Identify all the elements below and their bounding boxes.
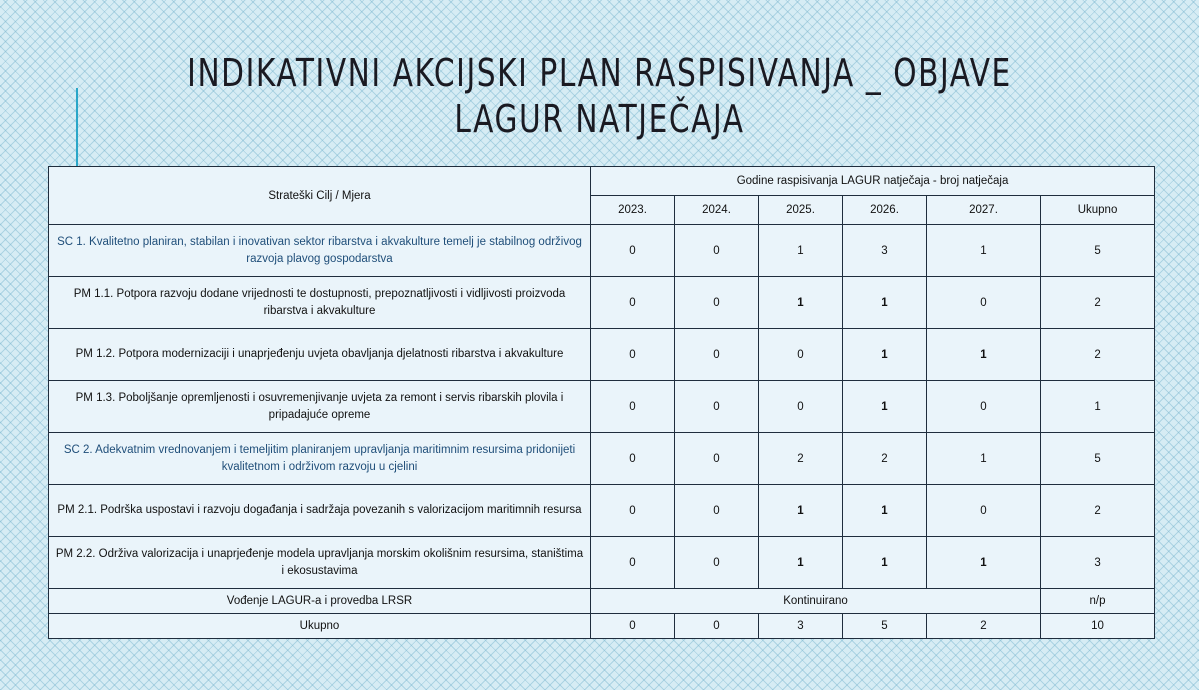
header-year-2027: 2027. [927,196,1041,225]
year-count-cell: 2 [843,433,927,485]
year-count-cell: 0 [591,381,675,433]
year-count-cell: 0 [675,277,759,329]
year-count-cell: 1 [927,225,1041,277]
year-count-cell: 2 [759,433,843,485]
year-count-cell: 0 [591,277,675,329]
header-year-2024: 2024. [675,196,759,225]
year-count-cell: 0 [591,485,675,537]
grand-total-year-cell: 0 [591,614,675,639]
year-count-cell: 0 [675,329,759,381]
measure-label: PM 2.2. Održiva valorizacija i unaprjeđenje modela upravljanja morskim okolišnim resursima, staništima i ekosustavima [49,537,591,589]
year-count-cell: 0 [675,537,759,589]
year-count-cell: 1 [759,277,843,329]
grand-total-cell: 10 [1041,614,1155,639]
table-row [49,537,1155,589]
strategic-goal-label: SC 2. Adekvatnim vrednovanjem i temeljitim planiranjem upravljanja maritimnim resursima pridonijeti kvalitetnom i održivom razvoju u cjelini [49,433,591,485]
year-count-cell: 0 [591,433,675,485]
year-count-cell: 1 [927,433,1041,485]
slide-title [179,50,1021,142]
year-count-cell: 0 [927,277,1041,329]
year-count-cell: 0 [675,381,759,433]
table-row [49,485,1155,537]
header-goal: Strateški Cilj / Mjera [49,167,591,225]
year-count-cell: 0 [675,485,759,537]
row-total-cell: 5 [1041,225,1155,277]
measure-label: PM 1.2. Potpora modernizaciji i unaprjeđenju uvjeta obavljanja djelatnosti ribarstva i akvakulture [49,329,591,381]
action-plan-table [48,166,1155,639]
year-count-cell: 3 [843,225,927,277]
year-count-cell: 1 [927,329,1041,381]
header-year-2026: 2026. [843,196,927,225]
grand-total-year-cell: 3 [759,614,843,639]
measure-label: PM 1.1. Potpora razvoju dodane vrijednosti te dostupnosti, prepoznatljivosti i vidljivosti proizvoda ribarstva i akvakulture [49,277,591,329]
grand-total-year-cell: 0 [675,614,759,639]
row-total-cell: 5 [1041,433,1155,485]
year-count-cell: 1 [843,537,927,589]
year-count-cell: 0 [591,537,675,589]
grand-total-row [49,614,1155,639]
year-count-cell: 0 [675,225,759,277]
year-count-cell: 0 [591,225,675,277]
year-count-cell: 0 [927,381,1041,433]
accent-line [76,88,78,166]
row-total-cell: 2 [1041,277,1155,329]
year-count-cell: 1 [759,485,843,537]
header-row-1 [49,167,1155,196]
measure-label: PM 2.1. Podrška uspostavi i razvoju događanja i sadržaja povezanih s valorizacijom maritimnih resursa [49,485,591,537]
year-count-cell: 0 [759,381,843,433]
row-total-cell: 3 [1041,537,1155,589]
grand-total-year-cell: 2 [927,614,1041,639]
management-label: Vođenje LAGUR-a i provedba LRSR [49,589,591,614]
year-count-cell: 0 [675,433,759,485]
table-row [49,225,1155,277]
header-year-2025: 2025. [759,196,843,225]
year-count-cell: 1 [843,329,927,381]
management-value: Kontinuirano [591,589,1041,614]
year-count-cell: 1 [843,381,927,433]
year-count-cell: 1 [843,277,927,329]
table-row [49,433,1155,485]
table-row [49,381,1155,433]
year-count-cell: 1 [927,537,1041,589]
header-total: Ukupno [1041,196,1155,225]
year-count-cell: 1 [843,485,927,537]
year-count-cell: 1 [759,537,843,589]
slide-title-line-2: LAGUR NATJEČAJA [454,97,745,141]
header-years-group: Godine raspisivanja LAGUR natječaja - broj natječaja [591,167,1155,196]
row-total-cell: 2 [1041,485,1155,537]
table-row [49,329,1155,381]
slide-title-line-1: INDIKATIVNI AKCIJSKI PLAN RASPISIVANJA _ OBJAVE [187,51,1012,95]
year-count-cell: 0 [759,329,843,381]
row-total-cell: 2 [1041,329,1155,381]
row-total-cell: 1 [1041,381,1155,433]
header-year-2023: 2023. [591,196,675,225]
table-row [49,277,1155,329]
year-count-cell: 0 [591,329,675,381]
management-row [49,589,1155,614]
grand-total-year-cell: 5 [843,614,927,639]
year-count-cell: 1 [759,225,843,277]
measure-label: PM 1.3. Poboljšanje opremljenosti i osuvremenjivanje uvjeta za remont i servis ribarskih plovila i pripadajuće opreme [49,381,591,433]
strategic-goal-label: SC 1. Kvalitetno planiran, stabilan i inovativan sektor ribarstva i akvakulture temelj je stabilnog održivog razvoja plavog gospodarstva [49,225,591,277]
grand-total-label: Ukupno [49,614,591,639]
year-count-cell: 0 [927,485,1041,537]
management-total: n/p [1041,589,1155,614]
